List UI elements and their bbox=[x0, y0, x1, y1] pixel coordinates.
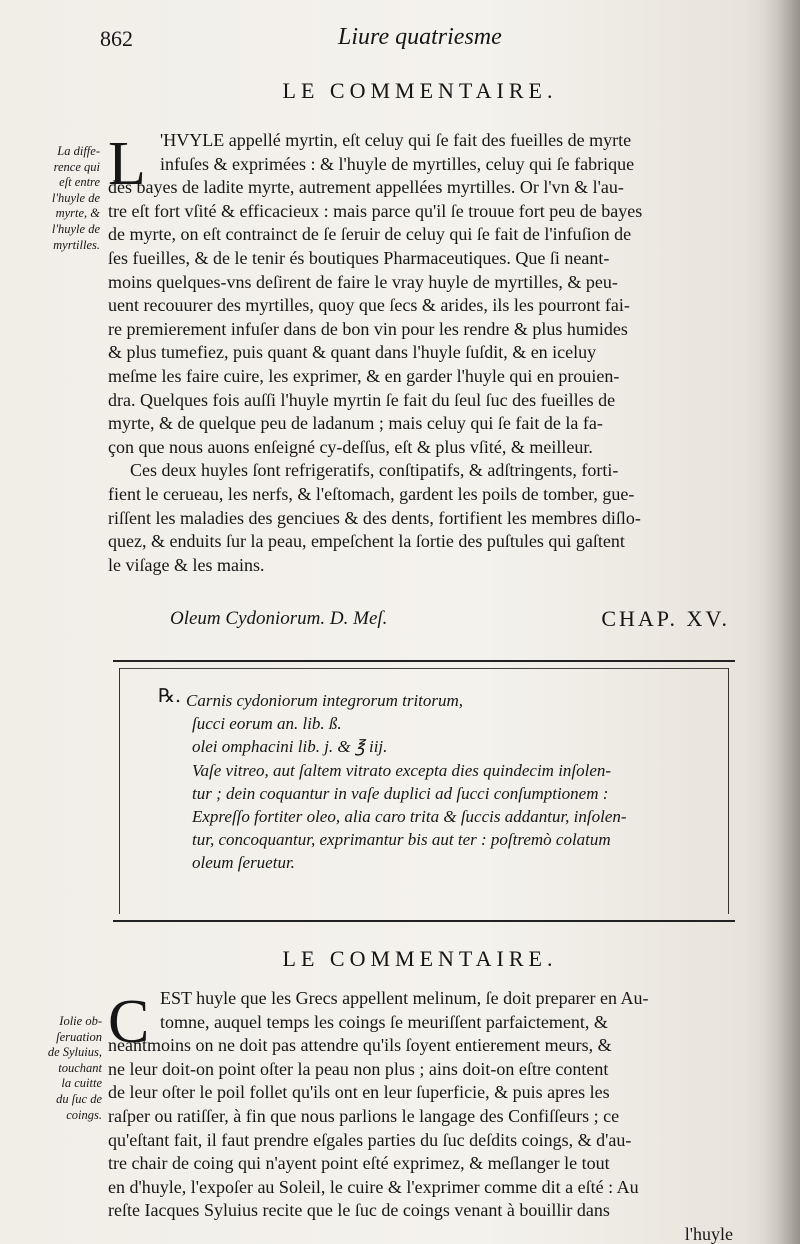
margin-note-line: myrtilles. bbox=[53, 237, 100, 252]
text-line: de leur oſter le poil follet qu'ils ont en leur ſuperficie, & puis apres les bbox=[108, 1082, 610, 1103]
catchword: l'huyle bbox=[684, 1223, 733, 1244]
recipe-text bbox=[162, 689, 720, 875]
drop-cap: L bbox=[108, 130, 146, 198]
page-edge-shadow bbox=[762, 0, 800, 1244]
chapter-title: Oleum Cydoniorum. D. Meſ. bbox=[170, 608, 388, 629]
text-line: moins quelques-vns deſirent de faire le vray huyle de myrtilles, & peu- bbox=[108, 271, 618, 292]
text-line: neantmoins on ne doit pas attendre qu'ils ſoyent entierement meurs, & bbox=[108, 1035, 612, 1056]
margin-note-line: l'huyle de bbox=[51, 190, 100, 205]
book-title: Liure quatriesme bbox=[338, 24, 502, 50]
text-line: meſme les faire cuire, les exprimer, & en garder l'huyle qui en prouien- bbox=[108, 365, 620, 386]
text-line: quez, & enduits ſur la peau, empeſchent la ſortie des puſtules qui gaſtent bbox=[108, 531, 625, 552]
commentary-text-1 bbox=[108, 129, 733, 577]
recipe-line: oleum ſeruetur. bbox=[192, 853, 295, 873]
chapter-number: CHAP. XV. bbox=[601, 606, 730, 631]
margin-note-line: La diffe- bbox=[57, 144, 100, 158]
margin-note-line: myrte, & bbox=[55, 206, 100, 221]
recipe-line: Carnis cydoniorum integrorum tritorum, bbox=[186, 691, 464, 710]
recipe-symbol: ℞. bbox=[158, 685, 182, 707]
commentary-text-2 bbox=[108, 987, 733, 1244]
text-line: EST huyle que les Grecs appellent melinum, ſe doit preparer en Au- bbox=[160, 988, 649, 1008]
margin-note-line: du ſuc de bbox=[56, 1091, 102, 1106]
text-line: Ces deux huyles ſont refrigeratifs, conſtipatifs, & adſtringents, forti- bbox=[130, 460, 619, 481]
margin-note-line: touchant bbox=[58, 1060, 102, 1075]
recipe-line: tur ; dein coquantur in vaſe duplici ad ſucci conſumptionem : bbox=[192, 783, 609, 803]
text-line: de myrte, on eſt contrainct de ſe ſeruir de celuy qui ſe fait de l'infuſion de bbox=[108, 224, 632, 245]
chapter-header bbox=[170, 606, 730, 636]
margin-note-line: Iolie ob- bbox=[59, 1014, 102, 1028]
text-line: tre chair de coing qui n'ayent point eſté exprimez, & meſlanger le tout bbox=[108, 1153, 610, 1174]
text-line: fient le cerueau, les nerfs, & l'eſtomach, gardent les poils de tomber, gue- bbox=[108, 483, 635, 504]
recipe-frame bbox=[119, 668, 729, 914]
margin-note-line: ſeruation bbox=[56, 1029, 102, 1044]
text-line: 'HVYLE appellé myrtin, eſt celuy qui ſe fait des fueilles de myrte bbox=[160, 130, 632, 150]
recipe-line: ſucci eorum an. lib. ß. bbox=[192, 714, 342, 734]
text-line: infuſes & exprimées : & l'huyle de myrtilles, celuy qui ſe fabrique bbox=[160, 153, 635, 174]
text-line: & plus tumefiez, puis quant & quant dans l'huyle ſuſdit, & en iceluy bbox=[108, 342, 597, 363]
page-number: 862 bbox=[100, 26, 133, 51]
text-line: ſes fueilles, & de le tenir és boutiques Pharmaceutiques. Que ſi neant- bbox=[108, 247, 610, 268]
recipe-line: Expreſſo fortiter oleo, alia caro trita & ſuccis addantur, inſolen- bbox=[192, 806, 627, 826]
text-line: tomne, auquel temps les coings ſe meuriſſent parfaictement, & bbox=[160, 1011, 608, 1032]
running-head bbox=[100, 22, 740, 56]
text-line: le viſage & les mains. bbox=[108, 554, 265, 575]
recipe-line: tur, concoquantur, exprimantur bis aut ter : poſtremò colatum bbox=[192, 830, 611, 850]
text-line: uent recouurer des myrtilles, quoy que ſecs & arides, ils les pourront fai- bbox=[108, 295, 630, 316]
text-line: re premierement infuſer dans de bon vin pour les rendre & plus humides bbox=[108, 318, 628, 339]
recipe-line: olei omphacini lib. j. & ℥ iij. bbox=[192, 737, 388, 757]
margin-note-line: l'huyle de bbox=[51, 221, 100, 236]
text-line: tre eſt fort vſité & efficacieux : mais parce qu'il ſe trouue fort peu de bayes bbox=[108, 200, 643, 221]
text-line: des bayes de ladite myrte, autrement appellées myrtilles. Or l'vn & l'au- bbox=[108, 177, 624, 198]
text-line: riſſent les maladies des genciues & des dents, fortifient les membres diſlo- bbox=[108, 507, 641, 528]
text-line: qu'eſtant fait, il faut prendre eſgales parties du ſuc deſdits coings, & d'au- bbox=[108, 1129, 632, 1150]
text-line: çon que nous auons enſeigné cy-deſſus, eſt & plus vſité, & meilleur. bbox=[108, 436, 593, 457]
text-line: raſper ou ratiſſer, à fin que nous parlions le langage des Confiſſeurs ; ce bbox=[108, 1105, 620, 1126]
margin-note-line: de Syluius, bbox=[47, 1045, 102, 1060]
text-line: en d'huyle, l'expoſer au Soleil, le cuire & l'exprimer comme dit a eſté : Au bbox=[108, 1176, 639, 1197]
margin-note-line: rence qui bbox=[53, 159, 100, 174]
text-line: dra. Quelques fois auſſi l'huyle myrtin ſe fait du ſeul ſuc des fueilles de bbox=[108, 389, 616, 410]
margin-note-line: coings. bbox=[66, 1107, 102, 1122]
margin-note-line: eſt entre bbox=[59, 175, 100, 190]
section-heading-2: LE COMMENTAIRE. bbox=[282, 946, 558, 971]
recipe-line: Vaſe vitreo, aut ſaltem vitrato excepta dies quindecim inſolen- bbox=[192, 760, 612, 780]
margin-note-line: la cuitte bbox=[61, 1076, 102, 1091]
recipe-box bbox=[113, 660, 735, 922]
margin-note-2 bbox=[18, 1014, 102, 1123]
text-line: reſte Iacques Syluius recite que le ſuc de coings venant à bouillir dans bbox=[108, 1200, 610, 1221]
text-line: myrte, & de quelque peu de ladanum ; mais celuy qui ſe fait de la fa- bbox=[108, 413, 603, 434]
margin-note-1 bbox=[18, 144, 100, 253]
text-line: ne leur doit-on point oſter la peau non plus ; ains doit-on eſtre content bbox=[108, 1058, 609, 1079]
section-heading-1: LE COMMENTAIRE. bbox=[282, 78, 558, 103]
drop-cap: C bbox=[108, 988, 150, 1056]
